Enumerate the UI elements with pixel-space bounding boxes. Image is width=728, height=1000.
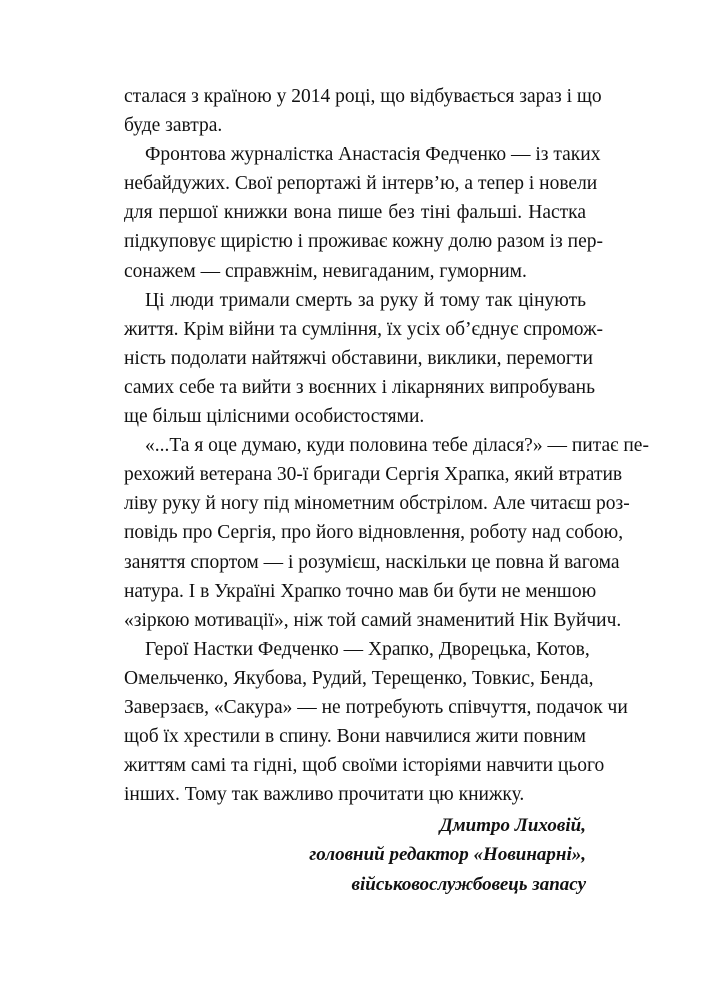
text-line: ність подолати найтяжчі обставини, виклики, перемогти — [124, 347, 593, 369]
text-line: буде завтра. — [124, 115, 223, 137]
text-line: ліву руку й ногу під мінометним обстрілом. Але читаєш роз- — [124, 493, 630, 515]
page-body — [124, 82, 649, 899]
text-line: «зіркою мотивації», ніж той самий знаменитий Нік Вуйчич. — [124, 609, 622, 631]
paragraph-people — [124, 286, 604, 431]
text-line: для першої книжки вона пише без тіні фальші. Настка — [124, 202, 586, 224]
paragraph-heroes — [124, 635, 628, 810]
text-line: сталася з країною у 2014 році, що відбувається зараз і що — [124, 86, 602, 107]
text-line: рехожий ветерана 30-ї бригади Сергія Храпка, який втратив — [124, 464, 623, 486]
text-line: «...Та я оце думаю, куди половина тебе ділася?» — питає пе- — [145, 435, 649, 457]
text-line: ще більш цілісними особистостями. — [124, 406, 425, 428]
text-line: життя. Крім війни та сумління, їх усіх об’єднує спромож- — [124, 318, 604, 340]
signature-name: Дмитро Лиховій, — [439, 815, 586, 837]
paragraph-journalist — [124, 140, 603, 285]
signature-role: військовослужбовець запасу — [351, 873, 586, 895]
text-line: Омельченко, Якубова, Рудий, Терещенко, Товкис, Бенда, — [124, 667, 594, 689]
text-line: Ці люди тримали смерть за руку й тому так цінують — [145, 289, 586, 311]
text-line: самих себе та вийти з воєнних і лікарняних випробувань — [124, 376, 595, 398]
text-line: заняття спортом — і розумієш, наскільки це повна й вагома — [124, 551, 620, 573]
text-line: Заверзаєв, «Сакура» — не потребують співчуття, подачок чи — [124, 696, 628, 718]
signature-block — [124, 811, 586, 898]
text-line: сонажем — справжнім, невигаданим, гуморним. — [124, 260, 527, 282]
text-line: повідь про Сергія, про його відновлення, роботу над собою, — [124, 522, 624, 544]
text-line: щоб їх хрестили в спину. Вони навчилися жити повним — [124, 726, 586, 748]
paragraph-continuation — [124, 82, 602, 140]
text-line: натура. І в Україні Храпко точно мав би бути не меншою — [124, 580, 597, 602]
text-line: підкуповує щирістю і проживає кожну долю разом із пер- — [124, 231, 603, 253]
text-line: життям самі та гідні, щоб своїми історіями навчити цього — [124, 755, 605, 777]
paragraph-quote — [124, 431, 649, 635]
text-line: небайдужих. Свої репортажі й інтерв’ю, а тепер і новели — [124, 173, 598, 195]
text-line: Фронтова журналістка Анастасія Федченко — із таких — [145, 144, 601, 166]
text-line: інших. Тому так важливо прочитати цю книжку. — [124, 784, 525, 806]
signature-title: головний редактор «Новинарні», — [309, 844, 586, 866]
text-line: Герої Настки Федченко — Храпко, Дворецька, Котов, — [145, 638, 590, 660]
